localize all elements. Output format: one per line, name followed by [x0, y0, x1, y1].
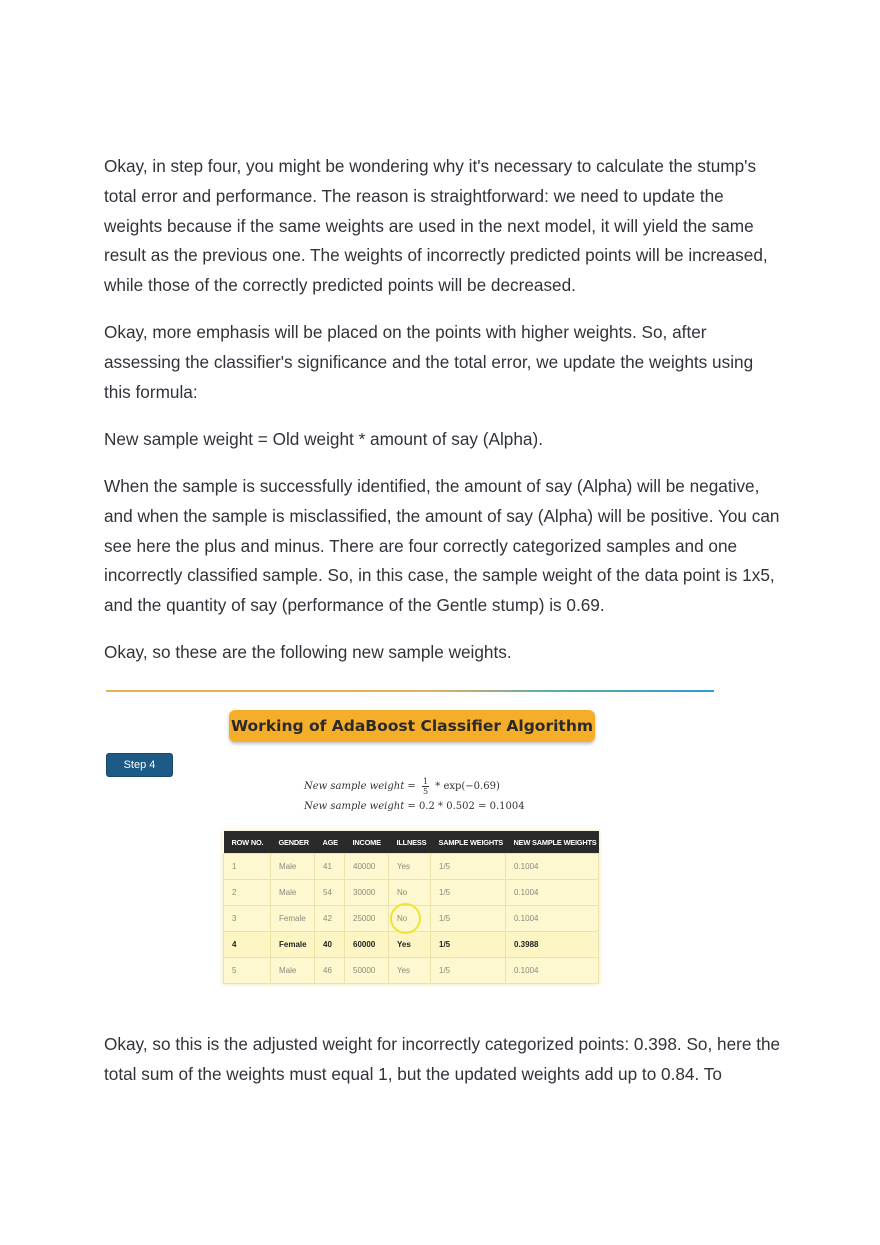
- table-header: ILLNESS: [389, 831, 431, 854]
- table-cell: 54: [315, 880, 345, 906]
- formula2-lhs: New sample weight: [304, 801, 405, 812]
- table-cell: 0.1004: [506, 958, 599, 984]
- table-cell: No: [389, 880, 431, 906]
- formula-line-2: [304, 801, 525, 812]
- table-cell: Female: [271, 906, 315, 932]
- table-cell: Yes: [389, 932, 431, 958]
- formula1-rhs: * exp(−0.69): [435, 781, 500, 792]
- table-cell: 3: [224, 906, 271, 932]
- table-row: [224, 958, 599, 984]
- formula1-fraction: [422, 777, 429, 796]
- highlight-circle: [390, 903, 421, 934]
- formula1-frac-num: 1: [422, 777, 429, 786]
- table-cell: Male: [271, 880, 315, 906]
- table-cell: 4: [224, 932, 271, 958]
- table-cell: Male: [271, 958, 315, 984]
- table-cell: 1/5: [431, 906, 506, 932]
- table-cell: 60000: [345, 932, 389, 958]
- table-cell: 25000: [345, 906, 389, 932]
- paragraph-formula: New sample weight = Old weight * amount of say (Alpha).: [104, 429, 543, 449]
- table-cell: 0.3988: [506, 932, 599, 958]
- table-row: [224, 880, 599, 906]
- table-cell: 2: [224, 880, 271, 906]
- table-cell: 0.1004: [506, 854, 599, 880]
- table-cell: 5: [224, 958, 271, 984]
- table-cell: 1/5: [431, 854, 506, 880]
- table-row-highlighted: [224, 932, 599, 958]
- table-cell: 40000: [345, 854, 389, 880]
- table-cell: 30000: [345, 880, 389, 906]
- figure-banner: Working of AdaBoost Classifier Algorithm: [229, 710, 595, 742]
- formula2-rhs: = 0.2 * 0.502 = 0.1004: [407, 801, 525, 812]
- table-header: ROW NO.: [224, 831, 271, 854]
- table-cell: 0.1004: [506, 906, 599, 932]
- table-header: GENDER: [271, 831, 315, 854]
- table-cell: 1/5: [431, 880, 506, 906]
- formula1-eq: =: [407, 781, 416, 792]
- formula1-lhs: New sample weight: [304, 781, 405, 792]
- table-cell: 1/5: [431, 958, 506, 984]
- table-header: INCOME: [345, 831, 389, 854]
- table-cell: 46: [315, 958, 345, 984]
- gradient-divider: [106, 690, 714, 692]
- table-cell: 42: [315, 906, 345, 932]
- paragraph-adjusted-weight: Okay, so this is the adjusted weight for incorrectly categorized points: 0.398. So, here the total sum of the weights must equal 1, but the updated weights add up to 0.84. To: [104, 1034, 781, 1084]
- table-cell: 50000: [345, 958, 389, 984]
- table-cell: 41: [315, 854, 345, 880]
- table-cell: Yes: [389, 958, 431, 984]
- table-cell: Yes: [389, 854, 431, 880]
- step-badge: Step 4: [106, 753, 173, 777]
- table-header: SAMPLE WEIGHTS: [431, 831, 506, 854]
- paragraph-new-weights: Okay, so these are the following new sample weights.: [104, 642, 512, 662]
- table-cell: No: [389, 906, 431, 932]
- paragraph-alpha-sign: When the sample is successfully identified, the amount of say (Alpha) will be negative, and when the sample is misclassified, the amount of say (Alpha) will be positive. You can see here the plus and minus. There are four correctly categorized samples and one incorrectly classified sample. So, in this case, the sample weight of the data point is 1x5, and the quantity of say (performance of the Gentle stump) is 0.69.: [104, 476, 780, 616]
- table-header-row: [224, 831, 599, 854]
- adaboost-figure: [104, 688, 716, 994]
- formula1-frac-den: 5: [422, 787, 429, 796]
- table-cell: 40: [315, 932, 345, 958]
- table-header: NEW SAMPLE WEIGHTS: [506, 831, 599, 854]
- table-cell: 0.1004: [506, 880, 599, 906]
- paragraph-emphasis: Okay, more emphasis will be placed on the points with higher weights. So, after assessing the classifier's significance and the total error, we update the weights using this formula:: [104, 322, 754, 402]
- table-cell: 1/5: [431, 932, 506, 958]
- table-row: [224, 854, 599, 880]
- table-cell: Female: [271, 932, 315, 958]
- table-cell: 1: [224, 854, 271, 880]
- formula-line-1: [304, 777, 500, 796]
- table-header: AGE: [315, 831, 345, 854]
- paragraph-step-four-intro: Okay, in step four, you might be wondering why it's necessary to calculate the stump's total error and performance. The reason is straightforward: we need to update the weights because if the same weights are used in the next model, it will yield the same result as the previous one. The weights of incorrectly predicted points will be increased, while those of the correctly predicted points will be decreased.: [104, 156, 768, 296]
- table-cell: Male: [271, 854, 315, 880]
